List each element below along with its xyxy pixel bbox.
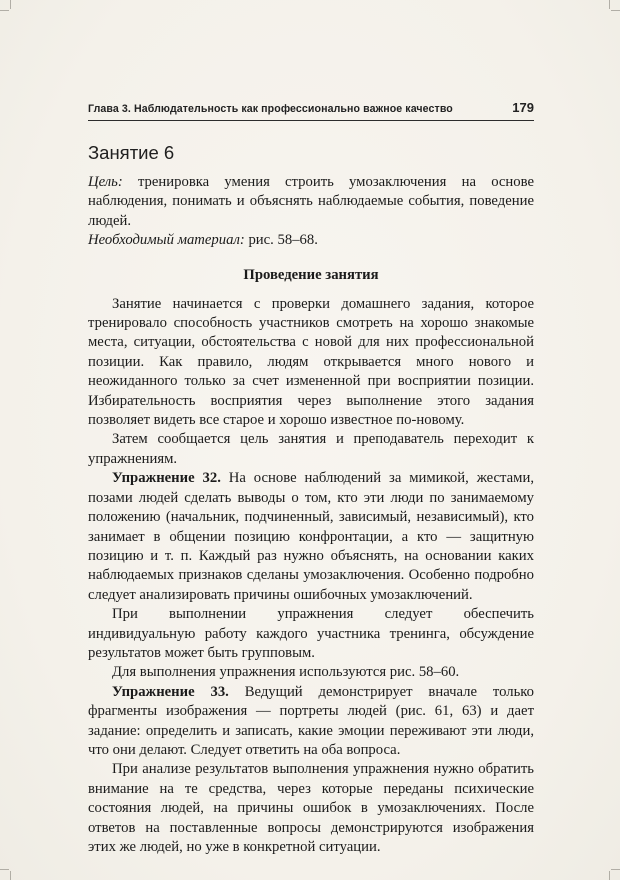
crop-mark: [10, 0, 11, 9]
page-number: 179: [512, 100, 534, 115]
paragraph-text: При анализе результатов выполнения упражнения нужно обратить внимание на те средства, через которые переданы психические состояния людей, на причины ошибок в умозаключениях. После ответов на поставленные вопросы демонстрируются изображения этих же людей, но уже в конкретной ситуации.: [88, 761, 534, 855]
paragraph-text: Для выполнения упражнения используются рис. 58–60.: [112, 664, 460, 681]
paragraph-exercise-32: [88, 469, 534, 605]
paragraph: [88, 430, 534, 469]
paragraph-exercise-33: [88, 683, 534, 761]
paragraph-text: При выполнении упражнения следует обеспечить индивидуальную работу каждого участника тренинга, обсуждение результатов может быть групповым.: [88, 606, 534, 661]
crop-mark: [0, 869, 9, 870]
paragraph-text: Ведущий демонстрирует вначале только фрагменты изображения — портреты людей (рис. 61, 63) и дает задание: определить и записать, какие эмоции переживают эти люди, что они делают. Следует ответить на оба вопроса.: [88, 683, 535, 758]
crop-mark: [611, 869, 620, 870]
paragraph-text: Затем сообщается цель занятия и преподаватель переходит к упражнениям.: [88, 431, 534, 467]
paragraph-text: Занятие начинается с проверки домашнего задания, которое тренировало способность участников смотреть на хорошо знакомые места, ситуации, обстоятельства с новой для них профессиональной позиции. Как правило, людям открывается много нового и неожиданного только за счет измененной при восприятии позиции. Избирательность восприятия через выполнение этого задания позволяет видеть все старое и хорошо известное по-новому.: [88, 295, 534, 429]
goal-paragraph: [88, 173, 534, 231]
paragraph: [88, 663, 534, 682]
crop-mark: [609, 0, 610, 9]
material-paragraph: [88, 231, 534, 250]
paragraph: [88, 760, 534, 857]
material-label: Необходимый материал:: [88, 232, 245, 249]
lesson-title: Занятие 6: [88, 142, 175, 163]
material-text: рис. 58–68.: [244, 232, 318, 249]
text-block: [88, 100, 534, 857]
paragraph: [88, 605, 534, 663]
goal-text: тренировка умения строить умозаключения на основе наблюдения, понимать и объяснять наблюдаемые события, поведение людей.: [88, 174, 534, 229]
exercise-33-label: Упражнение 33.: [112, 683, 229, 700]
header-rule: [88, 120, 534, 121]
goal-label: Цель:: [88, 174, 123, 190]
paragraph-text: На основе наблюдений за мимикой, жестами, позами людей сделать выводы о том, кто эти люди по занимаемому положению (начальник, подчиненный, зависимый, независимый), кто занимает в общении позицию конфронтации, а кто — защитную позицию и т. п. Каждый раз нужно объяснять, на основании каких наблюдаемых признаков сделаны умозаключения. Особенно подробно следует анализировать причины ошибочных умозаключений.: [88, 470, 534, 603]
crop-mark: [0, 10, 9, 11]
paragraph: [88, 295, 534, 431]
crop-mark: [10, 871, 11, 880]
exercise-32-label: Упражнение 32.: [112, 470, 221, 487]
chapter-title: Глава 3. Наблюдательность как профессионально важное качество: [88, 103, 453, 115]
crop-mark: [611, 10, 620, 11]
running-head: [88, 100, 534, 115]
crop-mark: [609, 871, 610, 880]
section-heading: Проведение занятия: [243, 266, 379, 283]
